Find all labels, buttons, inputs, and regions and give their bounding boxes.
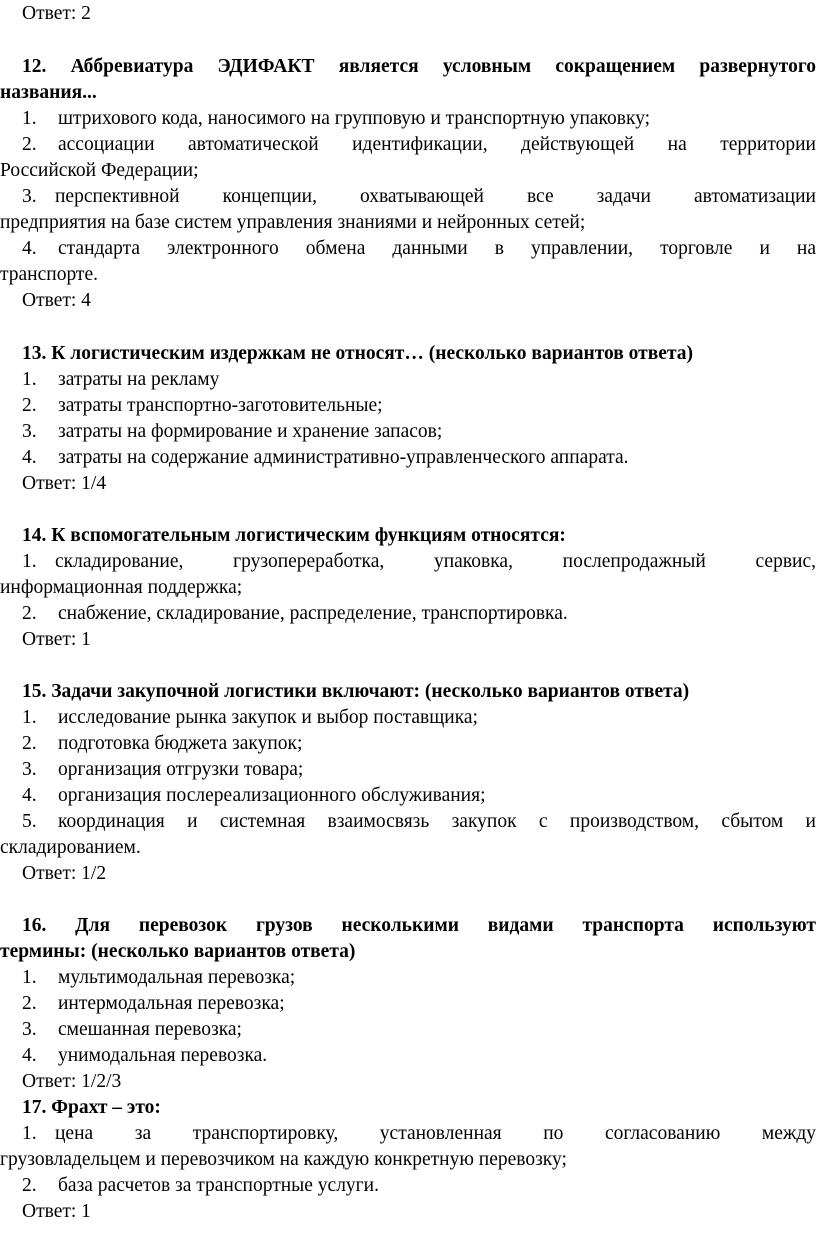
q13-option-2-text: затраты транспортно-заготовительные; bbox=[58, 395, 383, 416]
q16-option-3 bbox=[0, 1017, 816, 1042]
q13-option-3-text: затраты на формирование и хранение запасов; bbox=[58, 421, 443, 442]
q14-option-1-num: 1. bbox=[22, 551, 37, 572]
q13-title: 13. К логистическим издержкам не относят… (несколько вариантов ответа) bbox=[22, 343, 693, 364]
q16-option-4-num: 4. bbox=[22, 1045, 37, 1066]
q15-option-4 bbox=[0, 783, 816, 808]
q15-option-5 bbox=[0, 809, 816, 834]
q12-option-2-line1: ассоциации автоматической идентификации, действующей на территории bbox=[58, 134, 816, 155]
q17-option-2-num: 2. bbox=[22, 1175, 37, 1196]
q12-option-4 bbox=[0, 236, 816, 261]
q17-answer: Ответ: 1 bbox=[22, 1201, 91, 1222]
q13-answer: Ответ: 1/4 bbox=[22, 473, 107, 494]
q16-option-2 bbox=[0, 991, 816, 1016]
q15-option-4-num: 4. bbox=[22, 785, 37, 806]
q12-option-4-num: 4. bbox=[22, 238, 37, 259]
q14-option-1 bbox=[0, 549, 816, 574]
q15-option-3-text: организация отгрузки товара; bbox=[58, 759, 304, 780]
q12-title-line1: 12. Аббревиатура ЭДИФАКТ является условным сокращением развернутого bbox=[22, 56, 816, 77]
q16-option-3-num: 3. bbox=[22, 1019, 37, 1040]
q13-option-4-text: затраты на содержание административно-управленческого аппарата. bbox=[58, 447, 629, 468]
q13-option-3-num: 3. bbox=[22, 421, 37, 442]
q13-option-2-num: 2. bbox=[22, 395, 37, 416]
q16-option-3-text: смешанная перевозка; bbox=[58, 1019, 242, 1040]
q14-title: 14. К вспомогательным логистическим функциям относятся: bbox=[22, 525, 566, 546]
q14-option-2-num: 2. bbox=[22, 603, 37, 624]
q17-title: 17. Фрахт – это: bbox=[22, 1097, 161, 1118]
q12-option-2-line2: Российской Федерации; bbox=[0, 160, 199, 181]
q14-option-1-line1: складирование, грузопереработка, упаковка, послепродажный сервис, bbox=[55, 551, 816, 572]
q12-option-2 bbox=[0, 132, 816, 157]
q17-option-2 bbox=[0, 1173, 816, 1198]
q12-option-3 bbox=[0, 184, 816, 209]
q16-title-line2: термины: (несколько вариантов ответа) bbox=[0, 941, 356, 962]
q17-option-1-num: 1. bbox=[22, 1123, 37, 1144]
q15-option-1 bbox=[0, 705, 816, 730]
q15-option-3-num: 3. bbox=[22, 759, 37, 780]
q15-option-5-line2: складированием. bbox=[0, 837, 141, 858]
q15-option-2-text: подготовка бюджета закупок; bbox=[58, 733, 303, 754]
q12-option-3-line2: предприятия на базе систем управления знаниями и нейронных сетей; bbox=[0, 212, 586, 233]
q13-option-1 bbox=[0, 367, 816, 392]
q13-option-3 bbox=[0, 419, 816, 444]
q16-option-2-text: интермодальная перевозка; bbox=[58, 993, 285, 1014]
q15-option-5-num: 5. bbox=[22, 811, 37, 832]
q14-option-2 bbox=[0, 601, 816, 626]
q13-option-1-num: 1. bbox=[22, 369, 37, 390]
q16-option-1-text: мультимодальная перевозка; bbox=[58, 967, 296, 988]
q12-option-3-num: 3. bbox=[22, 186, 37, 207]
q17-option-2-text: база расчетов за транспортные услуги. bbox=[58, 1175, 379, 1196]
q13-option-1-text: затраты на рекламу bbox=[58, 369, 220, 390]
q15-option-1-text: исследование рынка закупок и выбор поставщика; bbox=[58, 707, 478, 728]
q12-option-1 bbox=[0, 106, 816, 131]
q16-title-line1: 16. Для перевозок грузов несколькими видами транспорта используют bbox=[22, 915, 816, 936]
q15-option-2-num: 2. bbox=[22, 733, 37, 754]
q13-option-4 bbox=[0, 445, 816, 470]
q12-option-3-line1: перспективной концепции, охватывающей все задачи автоматизации bbox=[55, 186, 816, 207]
q17-option-1 bbox=[0, 1121, 816, 1146]
q12-title-line2: названия... bbox=[0, 82, 97, 103]
q13-option-2 bbox=[0, 393, 816, 418]
q15-title: 15. Задачи закупочной логистики включают: (несколько вариантов ответа) bbox=[22, 681, 690, 702]
q16-option-4 bbox=[0, 1043, 816, 1068]
q17-option-1-line1: цена за транспортировку, установленная по согласованию между bbox=[55, 1123, 816, 1144]
q16-option-4-text: унимодальная перевозка. bbox=[58, 1045, 268, 1066]
q13-option-4-num: 4. bbox=[22, 447, 37, 468]
q16-option-2-num: 2. bbox=[22, 993, 37, 1014]
q12-option-4-line1: стандарта электронного обмена данными в управлении, торговле и на bbox=[58, 238, 816, 259]
q15-option-2 bbox=[0, 731, 816, 756]
q15-option-5-line1: координация и системная взаимосвязь закупок с производством, сбытом и bbox=[58, 811, 816, 832]
q11-answer: Ответ: 2 bbox=[22, 3, 91, 24]
q14-option-1-line2: информационная поддержка; bbox=[0, 577, 243, 598]
q12-option-2-num: 2. bbox=[22, 134, 37, 155]
q15-option-1-num: 1. bbox=[22, 707, 37, 728]
q15-answer: Ответ: 1/2 bbox=[22, 863, 107, 884]
q16-answer: Ответ: 1/2/3 bbox=[22, 1071, 122, 1092]
q15-option-4-text: организация послереализационного обслуживания; bbox=[58, 785, 486, 806]
q14-option-2-text: снабжение, складирование, распределение, транспортировка. bbox=[58, 603, 568, 624]
q12-option-1-num: 1. bbox=[22, 108, 37, 129]
q15-option-3 bbox=[0, 757, 816, 782]
q12-option-1-text: штрихового кода, наносимого на групповую и транспортную упаковку; bbox=[58, 108, 651, 129]
q16-option-1 bbox=[0, 965, 816, 990]
q12-option-4-line2: транспорте. bbox=[0, 264, 98, 285]
q14-answer: Ответ: 1 bbox=[22, 629, 91, 650]
q16-option-1-num: 1. bbox=[22, 967, 37, 988]
q17-option-1-line2: грузовладельцем и перевозчиком на каждую конкретную перевозку; bbox=[0, 1149, 567, 1170]
q12-answer: Ответ: 4 bbox=[22, 290, 91, 311]
